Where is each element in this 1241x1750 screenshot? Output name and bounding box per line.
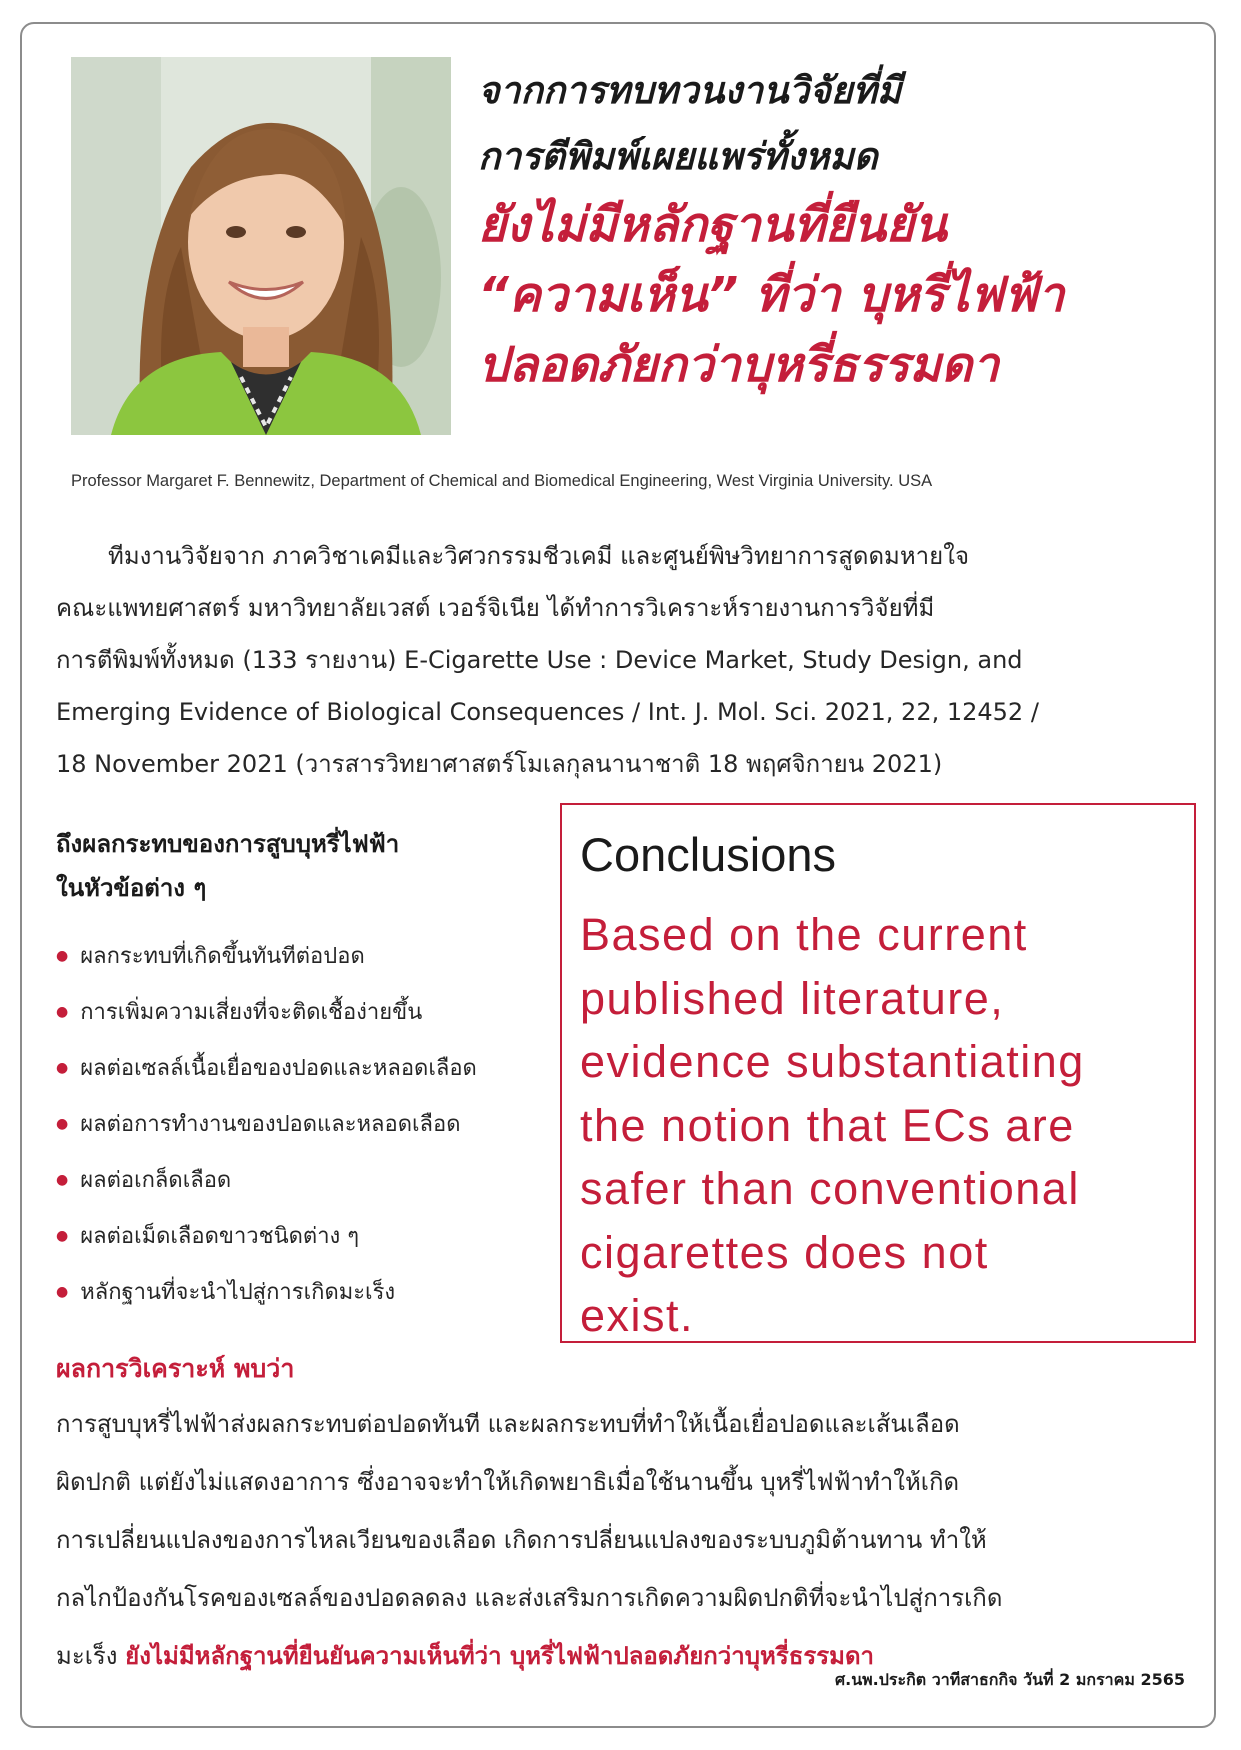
intro-paragraph [56,530,1196,790]
result-heading: ผลการวิเคราะห์ พบว่า [56,1354,295,1383]
list-item [56,984,556,1040]
bullet-icon: ● [56,1004,69,1020]
intro-line-4: Emerging Evidence of Biological Consequences / Int. J. Mol. Sci. 2021, 22, 12452 / [56,698,1039,726]
topic-text: ผลกระทบที่เกิดขึ้นทันทีต่อปอด [80,944,365,969]
conclusions-line: exist. [580,1290,695,1341]
conclusions-line: Based on the current [580,909,1028,960]
professor-portrait [71,57,451,435]
intro-line-2: คณะแพทยศาสตร์ มหาวิทยาลัยเวสต์ เวอร์จิเนีย ได้ทำการวิเคราะห์รายงานการวิจัยที่มี [56,594,935,622]
topic-text: หลักฐานที่จะนำไปสู่การเกิดมะเร็ง [80,1280,396,1305]
bullet-icon: ● [56,948,69,964]
list-item [56,1152,556,1208]
result-line-1: การสูบบุหรี่ไฟฟ้าส่งผลกระทบต่อปอดทันที และผลกระทบที่ทำให้เนื้อเยื่อปอดและเส้นเลือด [56,1410,960,1438]
result-line-4: กลไกป้องกันโรคของเซลล์ของปอดลดลง และส่งเสริมการเกิดความผิดปกติที่จะนำไปสู่การเกิด [56,1584,1003,1612]
topic-text: การเพิ่มความเสี่ยงที่จะติดเชื้อง่ายขึ้น [80,1000,423,1025]
topics-heading-line-2: ในหัวข้อต่าง ๆ [56,874,207,902]
conclusions-line: safer than conventional [580,1163,1080,1214]
result-line-5-prefix: มะเร็ง [56,1642,126,1670]
list-item [56,1040,556,1096]
headline-line-4: “ความเห็น” ที่ว่า บุหรี่ไฟฟ้า [478,267,1065,323]
topics-list [56,928,556,1320]
author-signature: ศ.นพ.ประกิต วาทีสาธกกิจ วันที่ 2 มกราคม 2565 [834,1670,1185,1689]
conclusions-line: evidence substantiating [580,1036,1085,1087]
bullet-icon: ● [56,1172,69,1188]
topic-text: ผลต่อเซลล์เนื้อเยื่อของปอดและหลอดเลือด [80,1056,477,1081]
conclusions-box [560,803,1196,1343]
topics-heading-line-1: ถึงผลกระทบของการสูบบุหรี่ไฟฟ้า [56,830,400,858]
topic-text: ผลต่อเกล็ดเลือด [80,1168,232,1193]
conclusions-title: Conclusions [580,828,837,881]
list-item [56,1264,556,1320]
list-item [56,1096,556,1152]
topic-text: ผลต่อการทำงานของปอดและหลอดเลือด [80,1112,461,1137]
result-line-3: การเปลี่ยนแปลงของการไหลเวียนของเลือด เกิดการปลี่ยนแปลงของระบบภูมิต้านทาน ทำให้ [56,1526,987,1554]
bullet-icon: ● [56,1116,69,1132]
topics-heading [56,822,576,910]
list-item [56,928,556,984]
intro-line-3: การตีพิมพ์ทั้งหมด (133 รายงาน) E-Cigarette Use : Device Market, Study Design, and [56,646,1023,674]
result-highlight: ยังไม่มีหลักฐานที่ยืนยันความเห็นที่ว่า บุหรี่ไฟฟ้าปลอดภัยกว่าบุหรี่ธรรมดา [125,1642,875,1670]
conclusions-body [580,903,1176,1348]
intro-line-5: 18 November 2021 (วารสารวิทยาศาสตร์โมเลกุลนานาชาติ 18 พฤศจิกายน 2021) [56,750,943,778]
intro-line-1: ทีมงานวิจัยจาก ภาควิชาเคมีและวิศวกรรมชีวเคมี และศูนย์พิษวิทยาการสูดดมหายใจ [108,542,969,570]
headline-line-1: จากการทบทวนงานวิจัยที่มี [478,69,902,112]
photo-caption: Professor Margaret F. Bennewitz, Department of Chemical and Biomedical Engineering, West Virginia University. USA [71,472,933,490]
bullet-icon: ● [56,1284,69,1300]
conclusions-line: the notion that ECs are [580,1099,1075,1151]
bullet-icon: ● [56,1060,69,1076]
portrait-illustration [71,57,451,435]
topic-text: ผลต่อเม็ดเลือดขาวชนิดต่าง ๆ [80,1224,360,1249]
headline-line-2: การตีพิมพ์เผยแพร่ทั้งหมด [478,135,878,178]
headline [478,58,1198,400]
result-paragraph [56,1395,1201,1685]
headline-line-5: ปลอดภัยกว่าบุหรี่ธรรมดา [478,337,1000,393]
result-line-2: ผิดปกติ แต่ยังไม่แสดงอาการ ซึ่งอาจจะทำให้เกิดพยาธิเมื่อใช้นานขึ้น บุหรี่ไฟฟ้าทำให้เกิด [56,1468,960,1496]
list-item [56,1208,556,1264]
bullet-icon: ● [56,1228,69,1244]
headline-line-3: ยังไม่มีหลักฐานที่ยืนยัน [478,197,947,253]
conclusions-line: cigarettes does not [580,1226,989,1278]
conclusions-line: published literature, [580,972,1005,1024]
